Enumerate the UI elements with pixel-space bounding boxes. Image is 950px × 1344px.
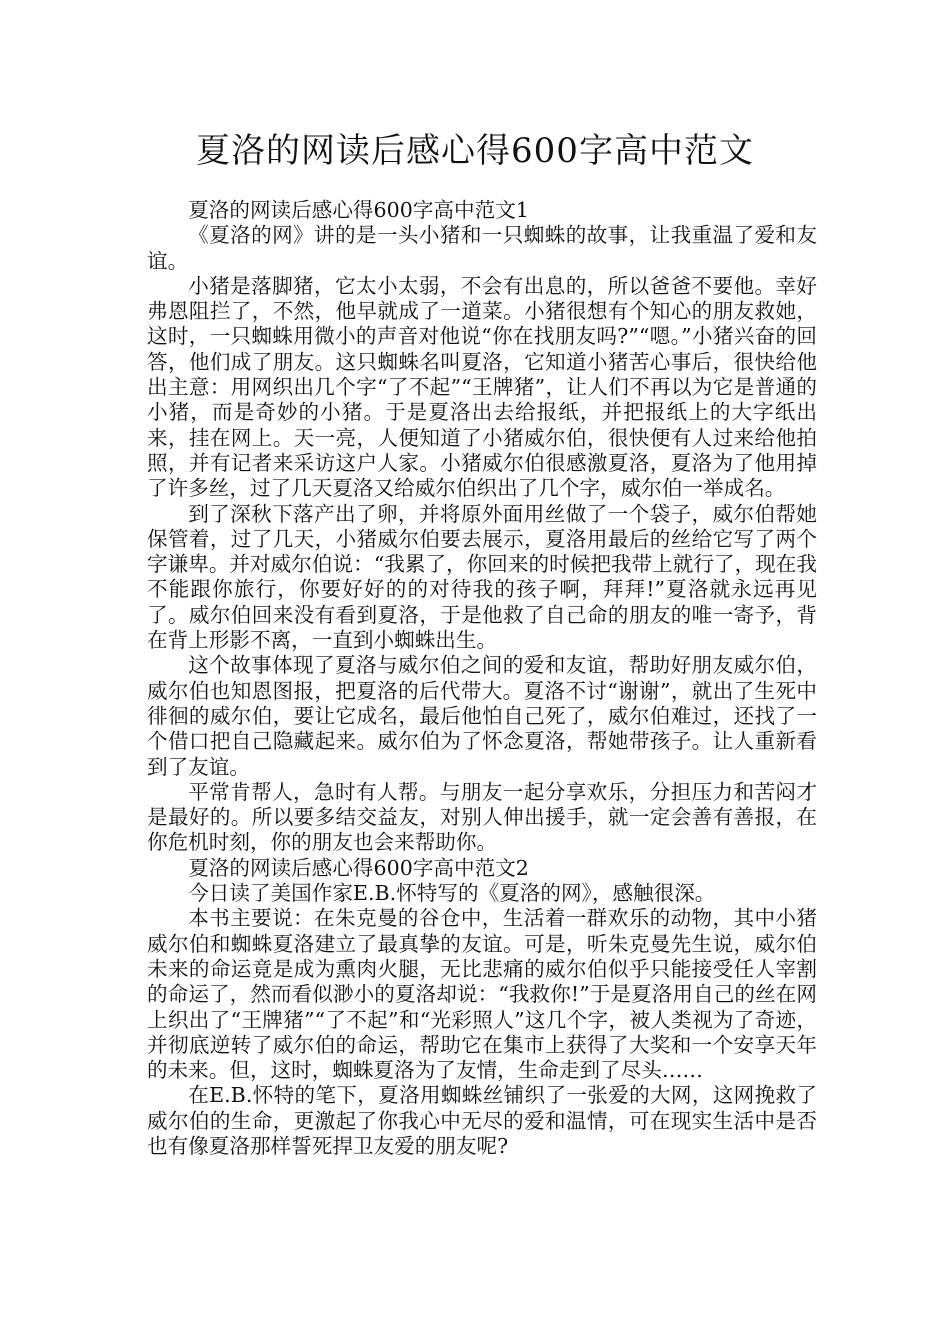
paragraph: 本书主要说：在朱克曼的谷仓中，生活着一群欢乐的动物，其中小猪威尔伯和蜘蛛夏洛建立了最真挚的友谊。可是，听朱克曼先生说，威尔伯未来的命运竟是成为熏肉火腿，无比悲痛的威尔伯似乎只能接受任人宰割的命运了，然而看似渺小的夏洛却说：“我救你!”于是夏洛用自己的丝在网上织出了“王牌猪”“了不起”和“光彩照人”这几个字，被人类视为了奇迹，并彻底逆转了威尔伯的命运，帮助它在集市上获得了大奖和一个安享天年的未来。但，这时，蜘蛛夏洛为了友情，生命走到了尽头……: [147, 906, 817, 1083]
document-title: 夏洛的网读后感心得600字高中范文: [196, 131, 754, 171]
paragraph: 在E.B.怀特的笔下，夏洛用蜘蛛丝铺织了一张爱的大网，这网挽救了威尔伯的生命，更激起了你我心中无尽的爱和温情，可在现实生活中是否也有像夏洛那样誓死捍卫友爱的朋友呢?: [147, 1083, 817, 1158]
section-heading-2: 夏洛的网读后感心得600字高中范文2: [188, 855, 529, 880]
paragraph: 到了深秋下落产出了卵，并将原外面用丝做了一个袋子，威尔伯帮她保管着，过了几天，小猪威尔伯要去展示，夏洛用最后的丝给它写了两个字谦卑。并对威尔伯说：“我累了，你回来的时候把我带上就行了，现在我不能跟你旅行，你要好好的的对待我的孩子啊，拜拜!”夏洛就永远再见了。威尔伯回来没有看到夏洛，于是他救了自己命的朋友的唯一寄予，背在背上形影不离，一直到小蜘蛛出生。: [147, 501, 817, 653]
paragraph: 今日读了美国作家E.B.怀特写的《夏洛的网》，感触很深。: [188, 881, 716, 906]
section-heading-1: 夏洛的网读后感心得600字高中范文1: [188, 198, 529, 222]
document-body: [147, 198, 817, 1159]
paragraph: 《夏洛的网》讲的是一头小猪和一只蜘蛛的故事，让我重温了爱和友谊。: [147, 223, 817, 273]
paragraph: 小猪是落脚猪，它太小太弱，不会有出息的，所以爸爸不要他。幸好弗恩阻拦了，不然，他早就成了一道菜。小猪很想有个知心的朋友救她，这时，一只蜘蛛用微小的声音对他说“你在找朋友吗?”“嗯。”小猪兴奋的回答，他们成了朋友。这只蜘蛛名叫夏洛，它知道小猪苦心事后，很快给他出主意：用网织出几个字“了不起”“王牌猪”，让人们不再以为它是普通的小猪，而是奇妙的小猪。于是夏洛出去给报纸，并把报纸上的大字纸出来，挂在网上。天一亮，人便知道了小猪威尔伯，很快便有人过来给他拍照，并有记者来采访这户人家。小猪威尔伯很感激夏洛，夏洛为了他用掉了许多丝，过了几天夏洛又给威尔伯织出了几个字，威尔伯一举成名。: [147, 273, 817, 501]
paragraph: 平常肯帮人，急时有人帮。与朋友一起分享欢乐，分担压力和苦闷才是最好的。所以要多结交益友，对别人伸出援手，就一定会善有善报，在你危机时刻，你的朋友也会来帮助你。: [147, 779, 817, 855]
paragraph: 这个故事体现了夏洛与威尔伯之间的爱和友谊，帮助好朋友威尔伯，威尔伯也知恩图报，把夏洛的后代带大。夏洛不讨“谢谢”，就出了生死中徘徊的威尔伯，要让它成名，最后他怕自己死了，威尔伯难过，还找了一个借口把自己隐藏起来。威尔伯为了怀念夏洛，帮她带孩子。让人重新看到了友谊。: [147, 653, 817, 779]
